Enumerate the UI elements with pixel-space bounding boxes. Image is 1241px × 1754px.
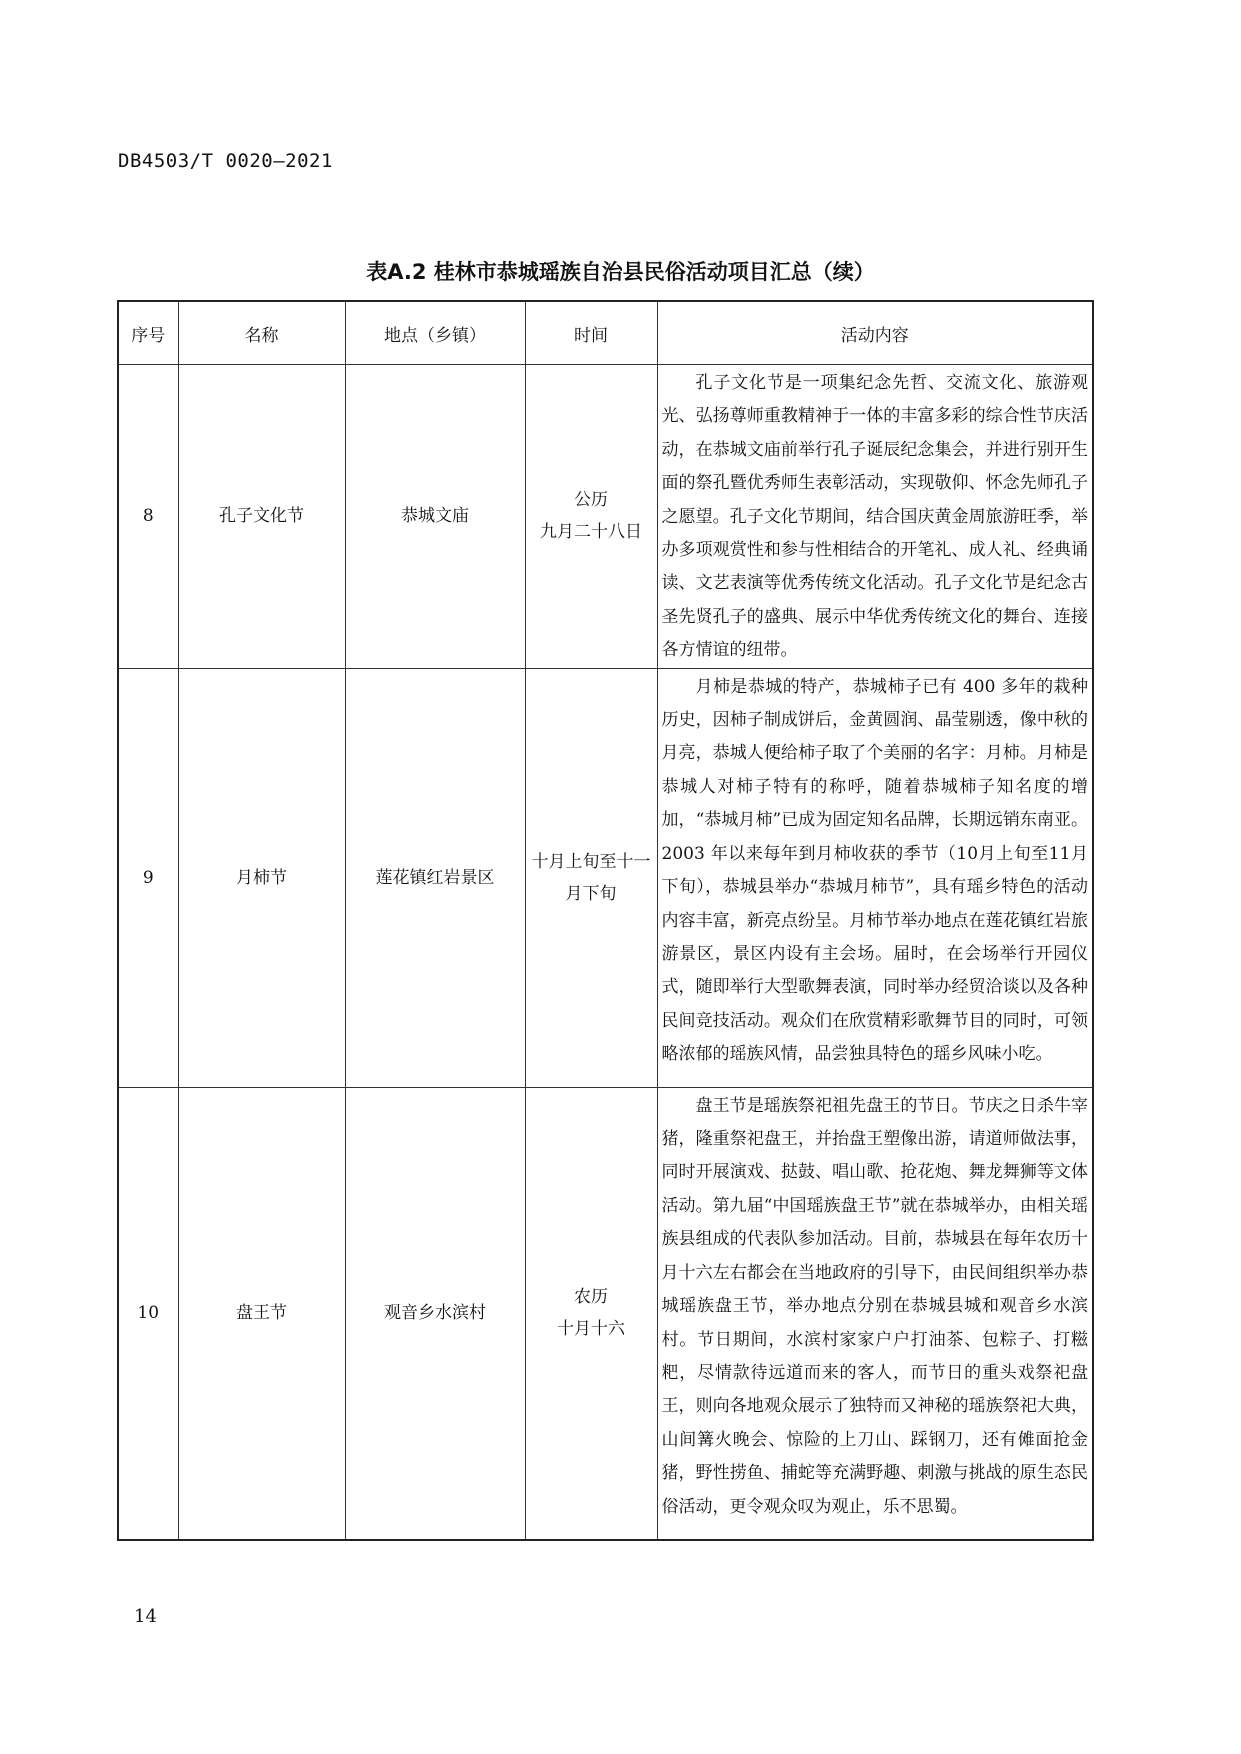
activity-name: 盘王节 (178, 1087, 345, 1540)
table-row (118, 365, 1093, 669)
document-code: DB4503/T 0020—2021 (118, 150, 333, 172)
activity-place: 莲花镇红岩景区 (345, 668, 525, 1087)
activity-place: 观音乡水滨村 (345, 1087, 525, 1540)
activity-name: 月柿节 (178, 668, 345, 1087)
table-header-row (118, 301, 1093, 365)
column-header-no: 序号 (118, 301, 178, 365)
activity-time-line2: 十月十六 (557, 1319, 625, 1340)
activity-content: 月柿是恭城的特产，恭城柿子已有 400 多年的栽种历史，因柿子制成饼后，金黄圆润、晶莹剔透，像中秋的月亮，恭城人便给柿子取了个美丽的名字：月柿。月柿是恭城人对柿子特有的称呼，随着恭城柿子知名度的增加，“恭城月柿”已成为固定知名品牌，长期远销东南亚。2003 年以来每年到月柿收获的季节（10月上旬至11月下旬），恭城县举办“恭城月柿节”，具有瑶乡特色的活动内容丰富，新亮点纷呈。月柿节举办地点在莲花镇红岩旅游景区，景区内设有主会场。届时，在会场举行开园仪式，随即举行大型歌舞表演，同时举办经贸洽谈以及各种民间竞技活动。观众们在欣赏精彩歌舞节目的同时，可领略浓郁的瑶族风情，品尝独具特色的瑶乡风味小吃。 (657, 668, 1093, 1087)
activity-place: 恭城文庙 (345, 365, 525, 669)
activity-content: 孔子文化节是一项集纪念先哲、交流文化、旅游观光、弘扬尊师重教精神于一体的丰富多彩的综合性节庆活动，在恭城文庙前举行孔子诞辰纪念集会，并进行别开生面的祭孔暨优秀师生表彰活动，实现敬仰、怀念先师孔子之愿望。孔子文化节期间，结合国庆黄金周旅游旺季，举办多项观赏性和参与性相结合的开笔礼、成人礼、经典诵读、文艺表演等优秀传统文化活动。孔子文化节是纪念古圣先贤孔子的盛典、展示中华优秀传统文化的舞台、连接各方情谊的纽带。 (657, 365, 1093, 669)
activity-time (525, 668, 657, 1087)
activity-time-line1: 十月上旬至十一 (531, 851, 651, 872)
column-header-time: 时间 (525, 301, 657, 365)
activity-time-line1: 公历 (574, 490, 608, 511)
page-number: 14 (134, 1606, 157, 1627)
row-number: 9 (118, 668, 178, 1087)
column-header-content: 活动内容 (657, 301, 1093, 365)
row-number: 10 (118, 1087, 178, 1540)
table-row (118, 1087, 1093, 1540)
table-caption: 表A.2 桂林市恭城瑶族自治县民俗活动项目汇总（续） (366, 260, 875, 284)
activity-time-line2: 九月二十八日 (540, 522, 642, 543)
activity-time-line1: 农历 (574, 1287, 608, 1308)
activity-content: 盘王节是瑶族祭祀祖先盘王的节日。节庆之日杀牛宰猪，隆重祭祀盘王，并抬盘王塑像出游，请道师做法事，同时开展演戏、挞鼓、唱山歌、抢花炮、舞龙舞狮等文体活动。第九届“中国瑶族盘王节”就在恭城举办，由相关瑶族县组成的代表队参加活动。目前，恭城县在每年农历十月十六左右都会在当地政府的引导下，由民间组织举办恭城瑶族盘王节，举办地点分别在恭城县城和观音乡水滨村。节日期间，水滨村家家户户打油茶、包粽子、打糍粑，尽情款待远道而来的客人，而节日的重头戏祭祀盘王，则向各地观众展示了独特而又神秘的瑶族祭祀大典，山间篝火晚会、惊险的上刀山、踩钢刀，还有傩面抢金猪，野性捞鱼、捕蛇等充满野趣、刺激与挑战的原生态民俗活动，更令观众叹为观止，乐不思蜀。 (657, 1087, 1093, 1540)
activity-time (525, 1087, 657, 1540)
table-row (118, 668, 1093, 1087)
column-header-name: 名称 (178, 301, 345, 365)
activity-time (525, 365, 657, 669)
folk-activities-table (117, 300, 1094, 1541)
column-header-place: 地点（乡镇） (345, 301, 525, 365)
activity-name: 孔子文化节 (178, 365, 345, 669)
activity-time-line2: 月下旬 (565, 883, 617, 904)
row-number: 8 (118, 365, 178, 669)
